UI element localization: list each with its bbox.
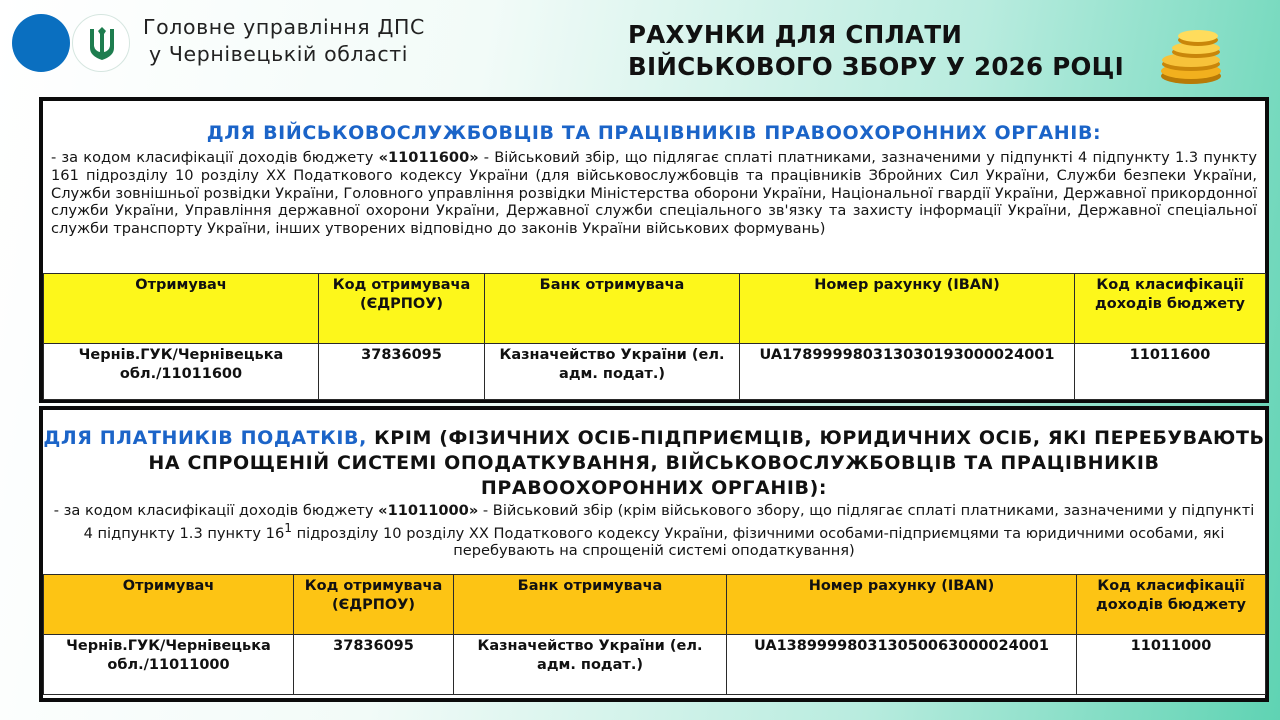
section1-account-table <box>43 273 1266 400</box>
logo-emblem <box>72 14 130 72</box>
iban-cell[interactable]: UA178999980313030193000024001 <box>740 344 1075 400</box>
col-iban: Номер рахунку (IBAN) <box>740 274 1075 344</box>
section1-heading: ДЛЯ ВІЙСЬКОВОСЛУЖБОВЦІВ ТА ПРАЦІВНИКІВ ПРАВООХОРОННИХ ОРГАНІВ: <box>206 122 1102 144</box>
col-budget-code: Код класифікації доходів бюджету <box>1077 575 1266 635</box>
page-title <box>628 19 1124 83</box>
logo-blue-circle <box>12 14 70 72</box>
col-iban: Номер рахунку (IBAN) <box>727 575 1077 635</box>
col-bank: Банк отримувача <box>454 575 727 635</box>
section2-heading-rest: КРІМ (ФІЗИЧНИХ ОСІБ-ПІДПРИЄМЦІВ, ЮРИДИЧНИХ ОСІБ, ЯКІ ПЕРЕБУВАЮТЬ НА СПРОЩЕНІЙ СИСТЕМІ ОПОДАТКУВАННЯ, ВІЙСЬКОВОСЛУЖБОВЦІВ ТА ПРАЦІВНИКІВ ПРАВООХОРОННИХ ОРГАНІВ): <box>148 427 1265 499</box>
budget-code-cell: 11011600 <box>1075 344 1266 400</box>
edrpou-cell: 37836095 <box>294 635 454 695</box>
bank-cell: Казначейство України (ел. адм. подат.) <box>454 635 727 695</box>
table-header-row <box>44 575 1266 635</box>
recipient-cell: Чернів.ГУК/Чернівецька обл./11011000 <box>44 635 294 695</box>
title-line-1: РАХУНКИ ДЛЯ СПЛАТИ <box>628 20 963 49</box>
recipient-cell: Чернів.ГУК/Чернівецька обл./11011600 <box>44 344 319 400</box>
title-line-2: ВІЙСЬКОВОГО ЗБОРУ У 2026 РОЦІ <box>628 52 1125 81</box>
section2-description: - за кодом класифікації доходів бюджету «11011000» - Військовий збір (крім військового збору, що підлягає сплаті платниками, зазначеними у підпункті 4 підпункту 1.3 пункту $16^1$ підрозділу 10 розділу XX Податкового кодексу України, фізичними особами-підприємцями та юридичними особами, які перебувають на спрощеній системі оподаткування) <box>53 502 1255 560</box>
col-recipient: Отримувач <box>44 575 294 635</box>
org-line-1: Головне управління ДПС <box>143 15 425 39</box>
section1-description: - за кодом класифікації доходів бюджету «11011600» - Військовий збір, що підлягає сплаті платниками, зазначеними у підпункті 4 підпункту 1.3 пункту 161 підрозділу 10 розділу XX Податкового кодексу України (для військовослужбовців та працівників Збройних Сил України, Служби безпеки України, Служби зовнішньої розвідки України, Головного управління розвідки Міністерства оборони України, Національної гвардії України, Державної прикордонної служби України, Управління державної охорони України, Державної служби спеціального зв'язку та захисту інформації України, Державної спеціальної служби транспорту України, інших утворених відповідно до законів України військових формувань) <box>51 149 1257 238</box>
bank-cell: Казначейство України (ел. адм. подат.) <box>485 344 740 400</box>
org-line-2: у Чернівецькій області <box>149 42 409 66</box>
table-header-row <box>44 274 1266 344</box>
budget-code-cell: 11011000 <box>1077 635 1266 695</box>
iban-cell[interactable]: UA138999980313050063000024001 <box>727 635 1077 695</box>
section-taxpayers-panel <box>39 406 1269 702</box>
section2-code: «11011000» <box>378 502 479 519</box>
col-budget-code: Код класифікації доходів бюджету <box>1075 274 1266 344</box>
section2-account-table <box>43 574 1266 695</box>
emblem-trident-icon <box>87 26 117 62</box>
section2-heading-blue: ДЛЯ ПЛАТНИКІВ ПОДАТКІВ, <box>43 427 367 449</box>
table-row <box>44 344 1266 400</box>
col-edrpou: Код отримувача (ЄДРПОУ) <box>319 274 485 344</box>
table-row <box>44 635 1266 695</box>
section1-code: «11011600» <box>378 149 479 166</box>
section-military-panel <box>39 97 1269 403</box>
coins-stack-icon <box>1158 26 1224 86</box>
col-recipient: Отримувач <box>44 274 319 344</box>
col-bank: Банк отримувача <box>485 274 740 344</box>
col-edrpou: Код отримувача (ЄДРПОУ) <box>294 575 454 635</box>
organization-name <box>143 14 425 68</box>
edrpou-cell: 37836095 <box>319 344 485 400</box>
section2-heading <box>43 426 1265 501</box>
